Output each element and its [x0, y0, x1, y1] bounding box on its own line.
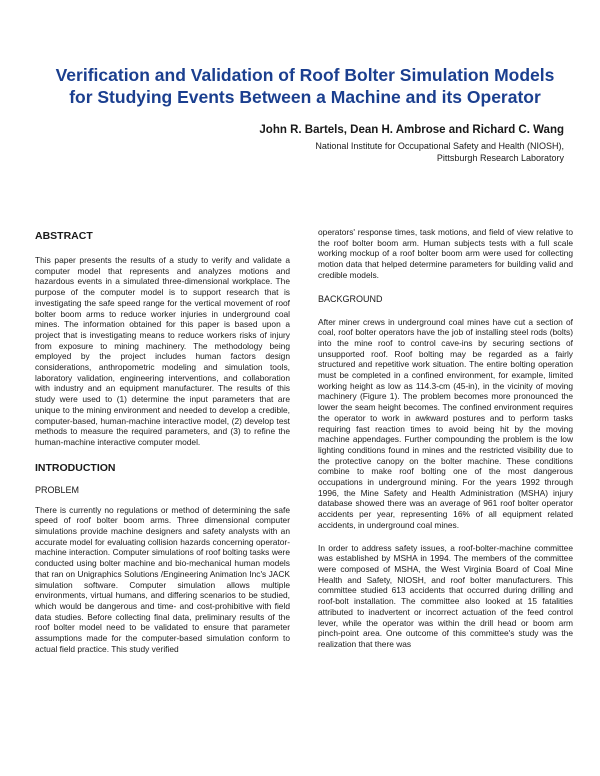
problem-text-continued: operators' response times, task motions, and field of view relative to the roof bolter boom arm. Human subjects tests with a full scale working mockup of a roof bolter boom arm were used for collecting motion data that helped determine parameters for building valid and credible models.: [318, 227, 573, 280]
affiliation-line-2: Pittsburgh Research Laboratory: [436, 153, 564, 163]
affiliation: [315, 140, 564, 164]
introduction-heading: INTRODUCTION: [35, 461, 116, 474]
authors: John R. Bartels, Dean H. Ambrose and Richard C. Wang: [259, 124, 564, 136]
affiliation-line-1: National Institute for Occupational Safety and Health (NIOSH),: [315, 141, 564, 151]
left-column: [35, 230, 290, 655]
background-paragraph-2: In order to address safety issues, a roof-bolter-machine committee was established by MSHA in 1994. The members of the committee were composed of MSHA, the West Virginia Board of Coal Mine Health and Safety, NIOSH, and roof bolter manufacturers. This committee studied 613 accidents that occurred during drilling and roof-bolt installation. The committee also looked at 15 fatalities attributed to inadvertent or incorrect actuation of the feed control lever, while the operator was within the drill head or boom arm pinch-point area. One outcome of this committee's study was the realization that there was: [318, 542, 573, 649]
abstract-heading: ABSTRACT: [35, 230, 93, 242]
paper-title-line-2: for Studying Events Between a Machine and its Operator: [69, 87, 541, 107]
right-column: [318, 227, 573, 650]
background-paragraph-1: After miner crews in underground coal mines have cut a section of coal, roof bolter operators have the job of installing steel rods (bolts) into the mine roof to control cave-ins by securing sections of unsupported roof. Roof bolting may be regarded as a fairly structured and repetitive work situation. The entire bolting operation must be completed in a confined environment, for example, limited working height as low as 114.3-cm (45-in), in the vicinity of moving machinery (Figure 1). The problem becomes more pronounced the lower the seam height becomes. The confined environment requires the operator to work in awkward postures and to perform tasks requiring fast reaction times to avoid being hit by the moving machine appendages. Further compounding the problem is the low lighting conditions found in mines and the restricted visibility due to the protective canopy on the bolter machine. These conditions combine to make roof bolting one of the most dangerous occupations in underground mining. For the years 1992 through 1996, the Mine Safety and Health Administration (MSHA) injury database showed there was an average of 961 roof bolter operator accidents per year, representing 16% of all equipment related accidents, in underground coal mines.: [318, 316, 573, 530]
paper-title-line-1: Verification and Validation of Roof Bolter Simulation Models: [55, 65, 555, 85]
abstract-text: This paper presents the results of a study to verify and validate a computer model that represents and analyzes motions and hazardous events in a simulated three-dimensional workplace. The purpose of the computer model is to support research that is investigating the safe speed range for the vertical movement of roof bolter boom arms to reduce worker injuries in underground coal mines. The information obtained for this paper is based upon a project that is investigating means to reduce workers risks of injury from exposure to mining machinery. The methodology being employed by the project includes human factors design considerations, anthropometric modeling and simulation tools, laboratory validation, engineering interventions, and collaboration with industry and an equipment manufacturer. The results of this study were used to (1) determine the input parameters that are unique to the mining environment and needed to develop a credible, computer-based, human-machine interactive model, (2) develop test methods to measure the required parameters, and (3) to refine the human-machine interactive computer model.: [35, 255, 290, 447]
background-heading: BACKGROUND: [318, 293, 383, 304]
problem-text: There is currently no regulations or method of determining the safe speed of roof bolter boom arms. Three dimensional computer simulations provide machine designers and safety analysts with an accurate model for evaluating collision hazards concerning operator-machine interaction. Computer simulations of roof bolting tasks were conducted using bolter machine and bio-mechanical human models that ran on Unigraphics Solutions /Engineering Animation Inc's JACK simulation software. Computer simulation allows multiple environments, virtual humans, and differing scenarios to be studied, which would be dangerous and time- and cost-prohibitive with field data studies. Before collecting final data, preliminary results of the roof bolter model need to be validated to ensure that parameter assumptions made for the computer-based simulation conform to actual field practice. This study verified: [35, 504, 290, 654]
problem-heading: PROBLEM: [35, 484, 80, 495]
paper-title: [40, 64, 570, 108]
